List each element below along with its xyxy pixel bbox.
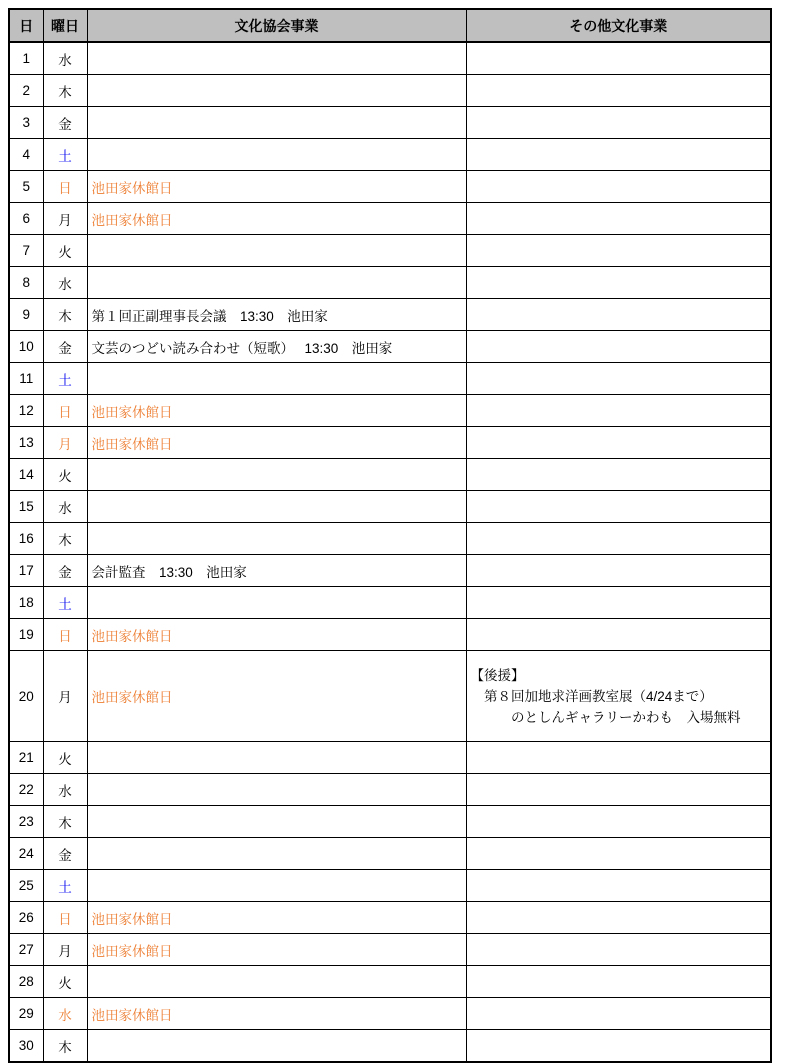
day-number: 21: [9, 742, 43, 774]
association-event-cell: 会計監査 13:30 池田家: [87, 555, 466, 587]
association-event-cell: 池田家休館日: [87, 619, 466, 651]
weekday-label: 金: [43, 555, 87, 587]
day-number: 12: [9, 395, 43, 427]
weekday-label: 日: [43, 902, 87, 934]
weekday-label: 土: [43, 363, 87, 395]
day-number: 13: [9, 427, 43, 459]
weekday-label: 水: [43, 774, 87, 806]
weekday-label: 土: [43, 870, 87, 902]
table-row: [9, 75, 771, 107]
day-number: 15: [9, 491, 43, 523]
association-event-cell: 池田家休館日: [87, 171, 466, 203]
other-event-cell: [466, 267, 771, 299]
table-row: [9, 459, 771, 491]
header-other-events: その他文化事業: [466, 9, 771, 42]
table-row: [9, 299, 771, 331]
day-number: 9: [9, 299, 43, 331]
other-event-cell: [466, 587, 771, 619]
weekday-label: 金: [43, 331, 87, 363]
table-row: [9, 1030, 771, 1063]
table-row: [9, 806, 771, 838]
table-row: [9, 934, 771, 966]
weekday-label: 日: [43, 619, 87, 651]
day-number: 24: [9, 838, 43, 870]
table-row: [9, 651, 771, 742]
day-number: 27: [9, 934, 43, 966]
other-event-cell: [466, 838, 771, 870]
day-number: 18: [9, 587, 43, 619]
table-row: [9, 139, 771, 171]
day-number: 2: [9, 75, 43, 107]
weekday-label: 火: [43, 742, 87, 774]
table-row: [9, 523, 771, 555]
day-number: 30: [9, 1030, 43, 1063]
other-event-cell: [466, 75, 771, 107]
other-event-cell: [466, 491, 771, 523]
day-number: 23: [9, 806, 43, 838]
header-day: 日: [9, 9, 43, 42]
other-event-cell: [466, 966, 771, 998]
header-association-events: 文化協会事業: [87, 9, 466, 42]
other-event-cell: [466, 363, 771, 395]
association-event-cell: [87, 1030, 466, 1063]
association-event-cell: [87, 966, 466, 998]
association-event-cell: [87, 235, 466, 267]
calendar-table: [8, 8, 772, 1063]
other-event-cell: [466, 870, 771, 902]
day-number: 7: [9, 235, 43, 267]
other-event-cell: [466, 934, 771, 966]
association-event-cell: 池田家休館日: [87, 998, 466, 1030]
other-event-cell: [466, 171, 771, 203]
table-row: [9, 619, 771, 651]
table-row: [9, 427, 771, 459]
weekday-label: 月: [43, 427, 87, 459]
other-event-cell: [466, 619, 771, 651]
association-event-cell: [87, 75, 466, 107]
association-event-cell: 池田家休館日: [87, 902, 466, 934]
header-row: [9, 9, 771, 42]
other-event-cell: [466, 203, 771, 235]
day-number: 19: [9, 619, 43, 651]
table-row: [9, 998, 771, 1030]
other-event-line: のとしんギャラリーかわも 入場無料: [470, 709, 741, 725]
other-event-cell: [466, 299, 771, 331]
header-weekday: 曜日: [43, 9, 87, 42]
table-row: [9, 267, 771, 299]
weekday-label: 火: [43, 459, 87, 491]
association-event-cell: [87, 523, 466, 555]
day-number: 25: [9, 870, 43, 902]
association-event-cell: [87, 806, 466, 838]
day-number: 1: [9, 42, 43, 75]
association-event-cell: [87, 774, 466, 806]
day-number: 29: [9, 998, 43, 1030]
other-event-cell: [466, 651, 771, 742]
weekday-label: 火: [43, 235, 87, 267]
table-row: [9, 203, 771, 235]
weekday-label: 水: [43, 998, 87, 1030]
association-event-cell: 池田家休館日: [87, 203, 466, 235]
weekday-label: 木: [43, 1030, 87, 1063]
other-event-cell: [466, 523, 771, 555]
table-row: [9, 966, 771, 998]
other-event-line: 【後援】: [470, 667, 525, 683]
other-event-cell: [466, 774, 771, 806]
other-event-cell: [466, 459, 771, 491]
association-event-cell: [87, 870, 466, 902]
weekday-label: 水: [43, 491, 87, 523]
table-row: [9, 395, 771, 427]
association-event-cell: [87, 267, 466, 299]
weekday-label: 木: [43, 523, 87, 555]
other-event-line: 第８回加地求洋画教室展（4/24まで）: [470, 688, 713, 704]
weekday-label: 日: [43, 395, 87, 427]
table-row: [9, 870, 771, 902]
association-event-cell: [87, 363, 466, 395]
day-number: 4: [9, 139, 43, 171]
table-row: [9, 363, 771, 395]
table-row: [9, 491, 771, 523]
association-event-cell: [87, 139, 466, 171]
other-event-cell: [466, 998, 771, 1030]
association-event-cell: [87, 587, 466, 619]
weekday-label: 月: [43, 934, 87, 966]
association-event-cell: 第１回正副理事長会議 13:30 池田家: [87, 299, 466, 331]
weekday-label: 水: [43, 42, 87, 75]
day-number: 10: [9, 331, 43, 363]
other-event-cell: [466, 139, 771, 171]
weekday-label: 水: [43, 267, 87, 299]
weekday-label: 日: [43, 171, 87, 203]
other-event-cell: [466, 42, 771, 75]
table-row: [9, 838, 771, 870]
day-number: 20: [9, 651, 43, 742]
association-event-cell: 池田家休館日: [87, 934, 466, 966]
day-number: 6: [9, 203, 43, 235]
day-number: 17: [9, 555, 43, 587]
day-number: 26: [9, 902, 43, 934]
weekday-label: 木: [43, 806, 87, 838]
table-row: [9, 42, 771, 75]
day-number: 11: [9, 363, 43, 395]
association-event-cell: [87, 459, 466, 491]
table-row: [9, 107, 771, 139]
table-row: [9, 235, 771, 267]
day-number: 3: [9, 107, 43, 139]
association-event-cell: [87, 742, 466, 774]
weekday-label: 月: [43, 203, 87, 235]
weekday-label: 木: [43, 75, 87, 107]
association-event-cell: 池田家休館日: [87, 395, 466, 427]
table-row: [9, 774, 771, 806]
day-number: 5: [9, 171, 43, 203]
association-event-cell: [87, 42, 466, 75]
table-row: [9, 902, 771, 934]
table-row: [9, 742, 771, 774]
day-number: 22: [9, 774, 43, 806]
weekday-label: 火: [43, 966, 87, 998]
other-event-cell: [466, 1030, 771, 1063]
other-event-cell: [466, 395, 771, 427]
association-event-cell: 池田家休館日: [87, 651, 466, 742]
other-event-cell: [466, 902, 771, 934]
table-row: [9, 171, 771, 203]
weekday-label: 土: [43, 139, 87, 171]
weekday-label: 土: [43, 587, 87, 619]
table-row: [9, 555, 771, 587]
day-number: 28: [9, 966, 43, 998]
weekday-label: 金: [43, 107, 87, 139]
day-number: 8: [9, 267, 43, 299]
association-event-cell: 池田家休館日: [87, 427, 466, 459]
other-event-cell: [466, 107, 771, 139]
weekday-label: 月: [43, 651, 87, 742]
other-event-cell: [466, 742, 771, 774]
association-event-cell: 文芸のつどい読み合わせ（短歌） 13:30 池田家: [87, 331, 466, 363]
day-number: 16: [9, 523, 43, 555]
other-event-cell: [466, 555, 771, 587]
table-row: [9, 331, 771, 363]
weekday-label: 金: [43, 838, 87, 870]
association-event-cell: [87, 107, 466, 139]
other-event-cell: [466, 806, 771, 838]
other-event-cell: [466, 331, 771, 363]
association-event-cell: [87, 838, 466, 870]
other-event-cell: [466, 235, 771, 267]
day-number: 14: [9, 459, 43, 491]
association-event-cell: [87, 491, 466, 523]
calendar-header: [9, 9, 771, 42]
calendar-body: [9, 42, 771, 1062]
weekday-label: 木: [43, 299, 87, 331]
table-row: [9, 587, 771, 619]
other-event-cell: [466, 427, 771, 459]
